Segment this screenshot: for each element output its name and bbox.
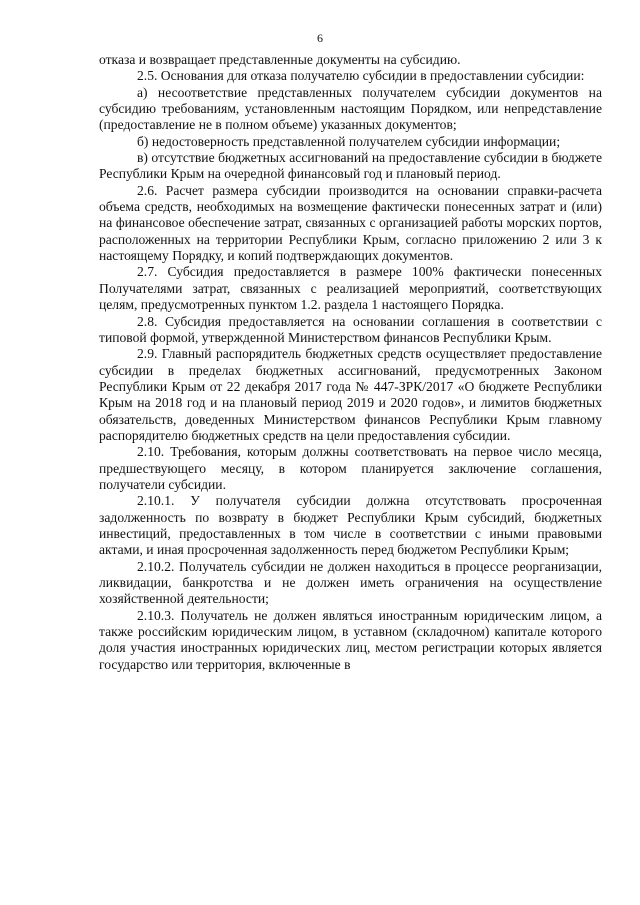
document-body bbox=[99, 52, 602, 673]
paragraph-2-10: 2.10. Требования, которым должны соответствовать на первое число месяца, предшествующего месяцу, в котором планируется заключение соглашения, получатели субсидии. bbox=[99, 444, 602, 492]
paragraph-2-9: 2.9. Главный распорядитель бюджетных средств осуществляет предоставление субсидии в пределах бюджетных ассигнований, предусмотренных Законом Республики Крым от 22 декабря 2017 года № 447-ЗРК/2017 «О бюджете Республики Крым на 2018 год и на плановый период 2019 и 2020 годов», и лимитов бюджетных обязательств, доведенных Министерством финансов Республики Крым главному распорядителю бюджетных средств на цели предоставления субсидии. bbox=[99, 346, 602, 443]
paragraph-2-6: 2.6. Расчет размера субсидии производится на основании справки-расчета объема средств, необходимых на возмещение фактически понесенных затрат и (или) на финансовое обеспечение затрат, связанных с организацией работы морских портов, расположенных на территории Республики Крым, согласно приложению 2 или 3 к настоящему Порядку, и копий подтверждающих документов. bbox=[99, 182, 602, 264]
paragraph-2-8: 2.8. Субсидия предоставляется на основании соглашения в соответствии с типовой формой, утвержденной Министерством финансов Республики Крым. bbox=[99, 313, 602, 345]
paragraph-2-10-2: 2.10.2. Получатель субсидии не должен находиться в процессе реорганизации, ликвидации, банкротства и не должен иметь ограничения на осуществление хозяйственной деятельности; bbox=[99, 558, 602, 607]
page-number: 6 bbox=[317, 31, 323, 45]
paragraph-2-10-1: 2.10.1. У получателя субсидии должна отсутствовать просроченная задолженность по возврату в бюджет Республики Крым субсидий, бюджетных инвестиций, предоставленных в том числе в соответствии с иными правовыми актами, и иная просроченная задолженность перед бюджетом Республики Крым; bbox=[99, 493, 602, 558]
paragraph-2-5-v: в) отсутствие бюджетных ассигнований на предоставление субсидии в бюджете Республики Крым на очередной финансовый год и плановый период. bbox=[99, 150, 602, 182]
paragraph-2-5-b: б) недостоверность представленной получателем субсидии информации; bbox=[137, 133, 561, 149]
paragraph-2-10-3: 2.10.3. Получатель не должен являться иностранным юридическим лицом, а также российским юридическим лицом, в уставном (складочном) капитале которого доля участия иностранных юридических лиц, местом регистрации которых является государство или территория, включенные в bbox=[99, 607, 602, 672]
paragraph-continuation: отказа и возвращает представленные документы на субсидию. bbox=[99, 52, 461, 67]
paragraph-2-5: 2.5. Основания для отказа получателю субсидии в предоставлении субсидии: bbox=[137, 68, 585, 84]
paragraph-2-7: 2.7. Субсидия предоставляется в размере 100% фактически понесенных Получателями затрат, связанных с реализацией мероприятий, соответствующих целям, предусмотренных пунктом 1.2. раздела 1 настоящего Порядка. bbox=[99, 264, 602, 313]
paragraph-2-5-a: а) несоответствие представленных получателем субсидии документов на субсидию требованиям, установленным настоящим Порядком, или непредставление (предоставление не в полном объеме) указанных документов; bbox=[99, 84, 602, 133]
